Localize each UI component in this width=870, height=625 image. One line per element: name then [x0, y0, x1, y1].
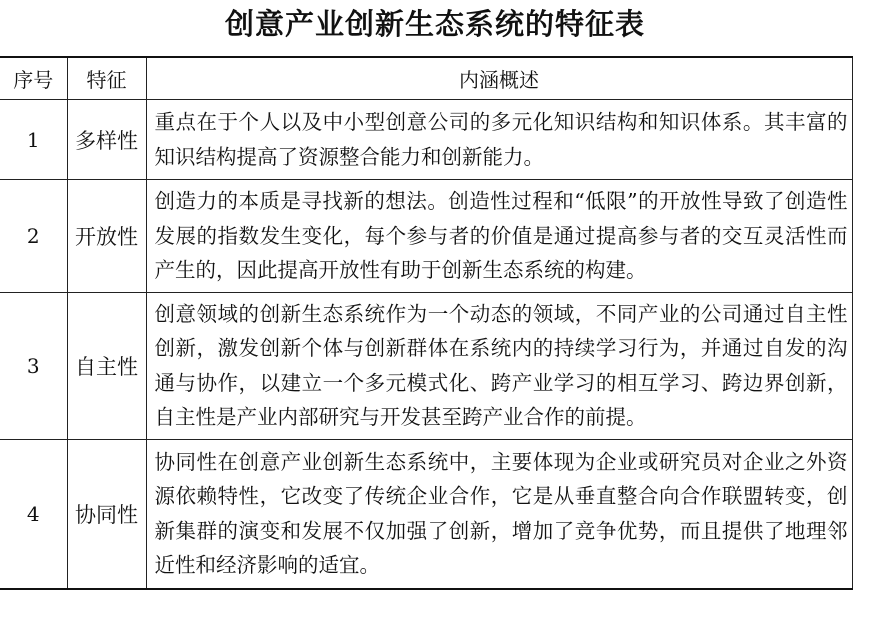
row-description: 协同性在创意产业创新生态系统中，主要体现为企业或研究员对企业之外资源依赖特性，它改变了传统企业合作，它是从垂直整合向合作联盟转变，创新集群的演变和发展不仅加强了创新，增加了竞争优势，而且提供了地理邻近性和经济影响的适宜。 [146, 439, 852, 589]
row-description: 创造力的本质是寻找新的想法。创造性过程和“低限”的开放性导致了创造性发展的指数发生变化，每个参与者的价值是通过提高参与者的交互灵活性而产生的，因此提高开放性有助于创新生态系统的构建。 [146, 180, 852, 293]
row-feature: 协同性 [67, 439, 146, 589]
header-number: 序号 [0, 57, 67, 100]
row-number: 4 [0, 439, 67, 589]
header-feature: 特征 [67, 57, 146, 100]
page-title: 创意产业创新生态系统的特征表 [224, 7, 645, 41]
row-number: 3 [0, 292, 67, 439]
features-table [0, 56, 853, 590]
table-header-row [0, 57, 852, 100]
row-number: 2 [0, 180, 67, 293]
table-row [0, 180, 852, 293]
table-row [0, 100, 852, 180]
row-feature: 自主性 [67, 292, 146, 439]
row-feature: 多样性 [67, 100, 146, 180]
row-feature: 开放性 [67, 180, 146, 293]
table-row [0, 292, 852, 439]
row-description: 重点在于个人以及中小型创意公司的多元化知识结构和知识体系。其丰富的知识结构提高了资源整合能力和创新能力。 [146, 100, 852, 180]
row-number: 1 [0, 100, 67, 180]
header-description: 内涵概述 [146, 57, 852, 100]
row-description: 创意领域的创新生态系统作为一个动态的领域，不同产业的公司通过自主性创新，激发创新个体与创新群体在系统内的持续学习行为，并通过自发的沟通与协作，以建立一个多元模式化、跨产业学习的相互学习、跨边界创新，自主性是产业内部研究与开发甚至跨产业合作的前提。 [146, 292, 852, 439]
table-row [0, 439, 852, 589]
